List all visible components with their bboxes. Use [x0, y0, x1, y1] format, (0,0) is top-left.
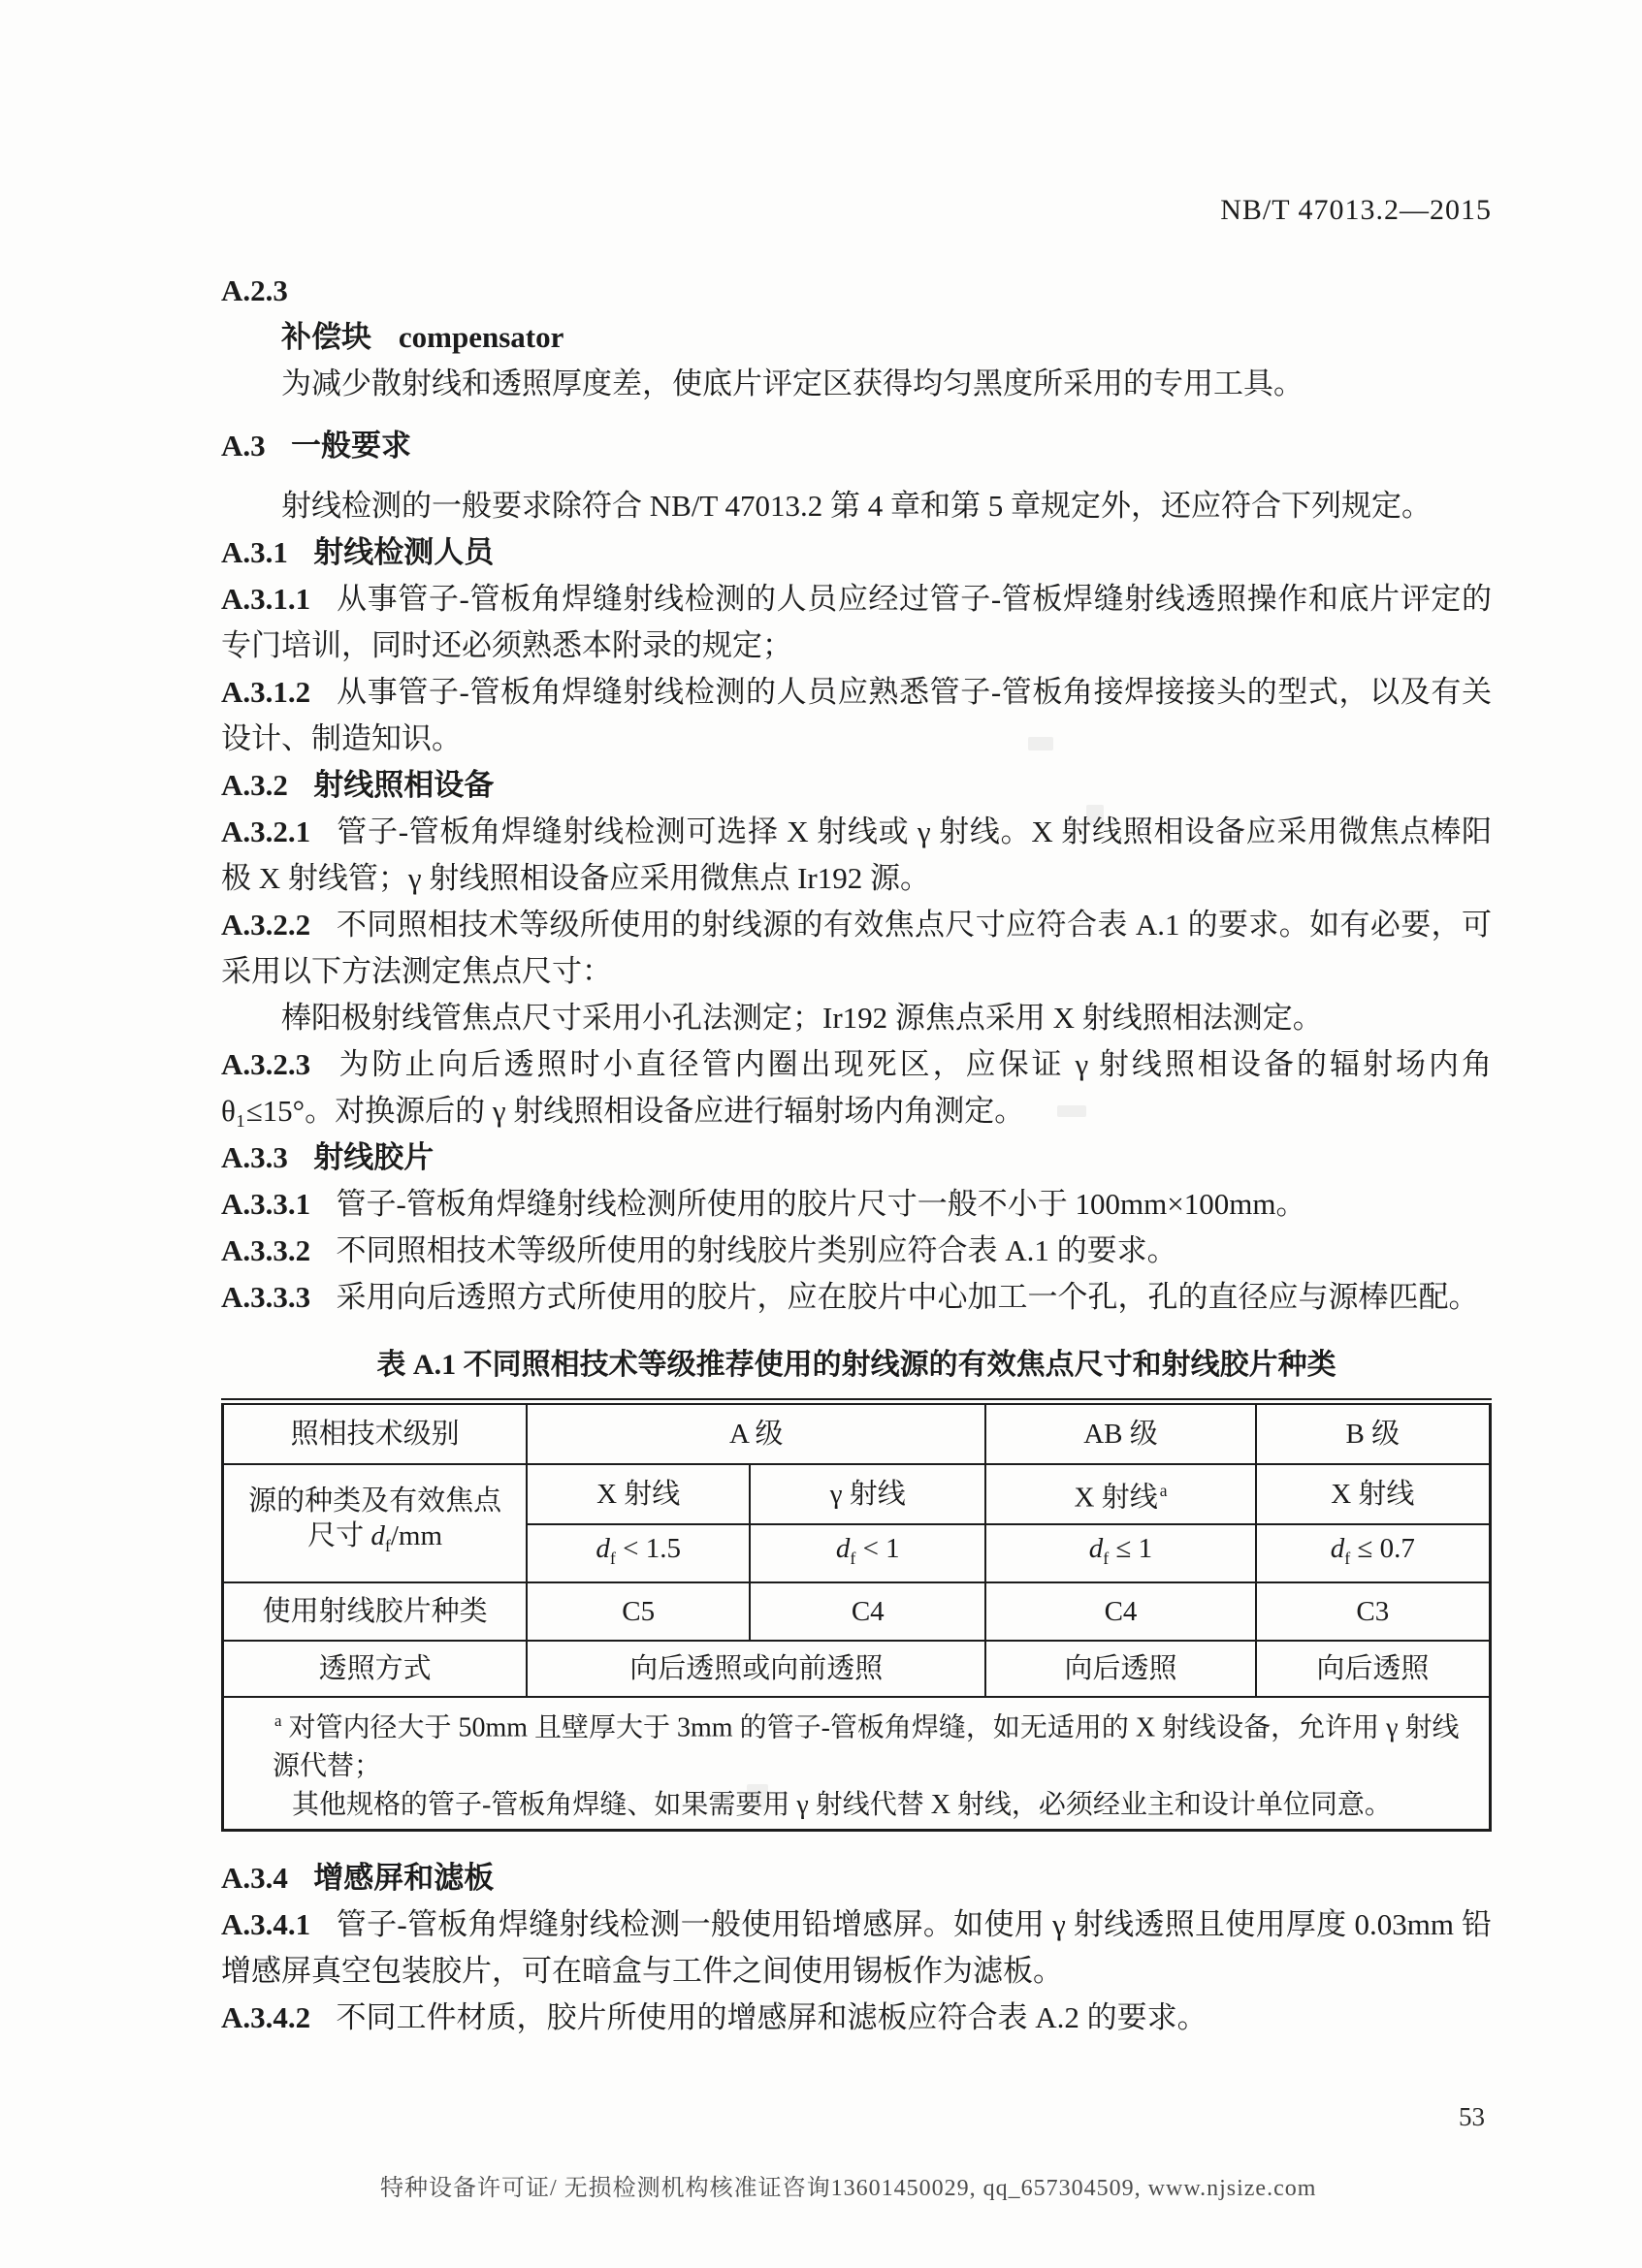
clause-a3-2-1: [221, 809, 1492, 902]
section-a3-1-heading: [221, 529, 1492, 576]
table-row-film-class: [223, 1582, 1491, 1641]
section-a3-4-heading: [221, 1855, 1492, 1901]
clause-a3-2-2-method: 棒阳极射线管焦点尺寸采用小孔法测定；Ir192 源焦点采用 X 射线照相法测定。: [281, 1001, 1323, 1035]
clause-number: A.3.4.2: [221, 2000, 311, 2035]
clause-text: 不同照相技术等级所使用的射线源的有效焦点尺寸应符合表 A.1 的要求。如有必要，可采用以下方法测定焦点尺寸：: [221, 908, 1492, 988]
cell-mode-a: 向后透照或向前透照: [527, 1641, 985, 1697]
clause-a3-3-2: [221, 1228, 1492, 1274]
section-a3-heading: [221, 423, 1492, 469]
section-title: 射线照相设备: [313, 768, 495, 802]
table-row-exposure-mode: [223, 1641, 1491, 1697]
cell-ab-xray: X 射线 $^a$: [985, 1464, 1255, 1524]
section-number: A.3.1: [221, 535, 288, 569]
cell-film-label: 使用射线胶片种类: [223, 1582, 528, 1641]
cell-film-a-x: C5: [527, 1582, 750, 1641]
term-en: compensator: [398, 320, 564, 354]
df-symbol: d: [370, 1520, 385, 1552]
clause-text: 不同照相技术等级所使用的射线胶片类别应符合表 A.1 的要求。: [336, 1233, 1177, 1267]
section-title: 增感屏和滤板: [313, 1861, 495, 1896]
clause-text: 不同工件材质，胶片所使用的增感屏和滤板应符合表 A.2 的要求。: [336, 2000, 1207, 2035]
clause-number: A.3.2.1: [221, 815, 311, 848]
cell-focus-ab: $d_f \le 1$: [985, 1524, 1255, 1582]
clause-number: A.2.3: [221, 273, 288, 307]
clause-text: 从事管子-管板角焊缝射线检测的人员应熟悉管子-管板角接焊接接头的型式，以及有关设计、制造知识。: [221, 675, 1492, 755]
clause-number: A.3.3.1: [221, 1187, 311, 1221]
cell-focus-b: $d_f \le 0.7$: [1256, 1524, 1491, 1582]
term-cn: 补偿块: [281, 320, 371, 354]
section-number: A.3.3: [221, 1140, 288, 1174]
cell-grade-a: A 级: [527, 1402, 985, 1465]
cell-mode-label: 透照方式: [223, 1641, 528, 1697]
table-footnote: [223, 1697, 1491, 1831]
clause-text: 管子-管板角焊缝射线检测所使用的胶片尺寸一般不小于 100mm×100mm。: [336, 1187, 1306, 1221]
clause-number: A.3.1.2: [221, 675, 311, 709]
table-row-technique-level: [223, 1402, 1491, 1465]
scan-noise: [747, 1784, 768, 1809]
clause-text: 从事管子-管板角焊缝射线检测的人员应经过管子-管板焊缝射线透照操作和底片评定的专门培训，同时还必须熟悉本附录的规定；: [221, 582, 1492, 662]
cell-film-a-gamma: C4: [750, 1582, 985, 1641]
section-a3-3-heading: [221, 1134, 1492, 1181]
clause-number: A.3.1.1: [221, 582, 311, 616]
cell-b-xray: X 射线: [1256, 1464, 1491, 1524]
term-definition-line: [281, 314, 1492, 361]
standard-code-header: NB/T 47013.2—2015: [1220, 194, 1492, 226]
clause-a3-3-3: [221, 1274, 1492, 1321]
page-number: 53: [1459, 2102, 1485, 2131]
section-a3-intro: 射线检测的一般要求除符合 NB/T 47013.2 第 4 章和第 5 章规定外，还应符合下列规定。: [281, 489, 1433, 523]
cell-a-gamma: γ 射线: [750, 1464, 985, 1524]
footnote-marker: a: [1159, 1481, 1168, 1501]
clause-a2-3-body: 为减少散射线和透照厚度差，使底片评定区获得均匀黑度所采用的专用工具。: [281, 367, 1304, 400]
scan-noise: [1057, 1105, 1086, 1117]
table-row-footnote: [223, 1697, 1491, 1831]
clause-a2-3-number: [221, 268, 1492, 314]
clause-text: 为防止向后透照时小直径管内圈出现死区，应保证 γ 射线照相设备的辐射场内角 θ₁≤15°。对换源后的 γ 射线照相设备应进行辐射场内角测定。: [221, 1047, 1492, 1128]
footnote-line-1: $^a$ 对管内径大于 50mm 且壁厚大于 3mm 的管子-管板角焊缝，如无适用的 X 射线设备，允许用 γ 射线源代替；: [273, 1711, 1460, 1782]
clause-text: 管子-管板角焊缝射线检测一般使用铅增感屏。如使用 γ 射线透照且使用厚度 0.03mm 铅增感屏真空包装胶片，可在暗盒与工件之间使用锡板作为滤板。: [221, 1907, 1492, 1989]
table-a1: [221, 1398, 1492, 1832]
page-content: [221, 268, 1492, 2041]
clause-text: 管子-管板角焊缝射线检测可选择 X 射线或 γ 射线。X 射线照相设备应采用微焦点棒阳极 X 射线管；γ 射线照相设备应采用微焦点 Ir192 源。: [221, 815, 1492, 895]
section-title: 射线检测人员: [313, 535, 495, 569]
cell-grade-b: B 级: [1256, 1402, 1491, 1465]
clause-text: 采用向后透照方式所使用的胶片，应在胶片中心加工一个孔，孔的直径应与源棒匹配。: [336, 1280, 1479, 1314]
section-number: A.3: [221, 429, 266, 463]
cell-source-label: [223, 1464, 528, 1582]
scan-noise: [1086, 805, 1104, 824]
clause-a3-2-3: [221, 1041, 1492, 1134]
section-title: 一般要求: [290, 429, 411, 463]
cell-film-b: C3: [1256, 1582, 1491, 1641]
cell-film-ab: C4: [985, 1582, 1255, 1641]
cell-focus-a-x: $d_f < 1.5$: [527, 1524, 750, 1582]
footnote-marker: a: [274, 1711, 282, 1730]
footnote-line-2: 其他规格的管子-管板角焊缝、如果需要用 γ 射线代替 X 射线，必须经业主和设计单位同意。: [292, 1790, 1392, 1821]
clause-a3-4-1: [221, 1901, 1492, 1995]
section-number: A.3.4: [221, 1861, 288, 1896]
cell-focus-a-gamma: $d_f < 1$: [750, 1524, 985, 1582]
clause-a3-2-2: [221, 902, 1492, 995]
clause-a3-1-1: [221, 576, 1492, 669]
clause-number: A.3.3.3: [221, 1280, 311, 1314]
scan-noise: [1028, 737, 1053, 751]
cell-mode-b: 向后透照: [1256, 1641, 1491, 1697]
cell-mode-ab: 向后透照: [985, 1641, 1255, 1697]
source-label-line2: 尺寸 $d_f/mm$: [307, 1520, 443, 1555]
clause-a3-3-1: [221, 1181, 1492, 1228]
cell-grade-ab: AB 级: [985, 1402, 1255, 1465]
clause-number: A.3.3.2: [221, 1233, 311, 1267]
clause-number: A.3.2.3: [221, 1047, 311, 1081]
source-label-line1: 源的种类及有效焦点: [248, 1485, 502, 1517]
clause-number: A.3.4.1: [221, 1907, 311, 1942]
cell-a-xray: X 射线: [527, 1464, 750, 1524]
footer-service-line: 特种设备许可证/ 无损检测机构核准证咨询13601450029, qq_657304509, www.njsize.com: [380, 2176, 1317, 2201]
section-number: A.3.2: [221, 768, 288, 802]
clause-a3-4-2: [221, 1995, 1492, 2041]
cell-level-label: 照相技术级别: [223, 1402, 528, 1465]
table-row-source-type: [223, 1464, 1491, 1524]
table-a1-title: 表 A.1 不同照相技术等级推荐使用的射线源的有效焦点尺寸和射线胶片种类: [376, 1349, 1336, 1381]
section-a3-2-heading: [221, 762, 1492, 809]
section-title: 射线胶片: [313, 1140, 435, 1174]
clause-number: A.3.2.2: [221, 908, 311, 942]
clause-a3-1-2: [221, 669, 1492, 762]
